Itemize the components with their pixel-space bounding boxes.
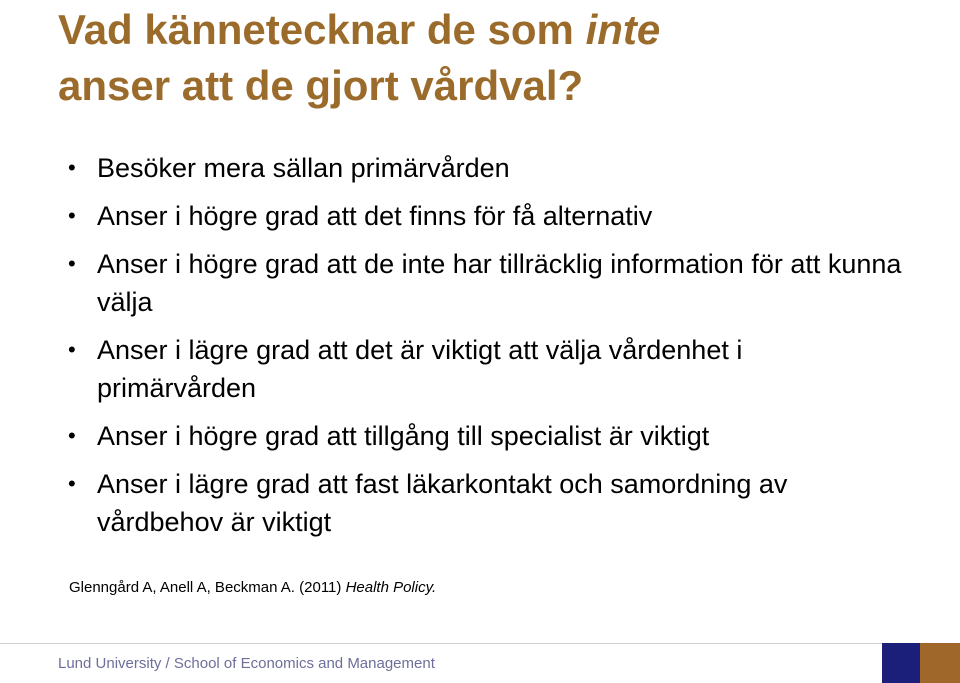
footer-logo-block-brown	[920, 643, 960, 683]
title-line-2: anser att de gjort vårdval?	[58, 62, 584, 109]
bullet-item: • Anser i lägre grad att det är viktigt att välja vårdenhet i primärvården	[68, 331, 908, 407]
footer-text: Lund University / School of Economics and Management	[58, 655, 435, 672]
bullet-item: • Anser i högre grad att det finns för få alternativ	[68, 197, 908, 235]
slide-title	[58, 2, 938, 114]
bullet-item: • Anser i högre grad att tillgång till specialist är viktigt	[68, 417, 908, 455]
title-emphasis: inte	[585, 6, 661, 53]
bullet-item: • Anser i högre grad att de inte har tillräcklig information för att kunna välja	[68, 245, 908, 321]
citation-journal: Health Policy.	[345, 579, 437, 596]
bullet-item: • Besöker mera sällan primärvården	[68, 149, 908, 187]
footer-divider	[0, 643, 960, 644]
citation	[69, 578, 436, 598]
bullet-list	[68, 149, 908, 551]
title-line-1	[58, 2, 938, 58]
bullet-item: • Anser i lägre grad att fast läkarkontakt och samordning av vårdbehov är viktigt	[68, 465, 908, 541]
footer-logo-block-blue	[882, 643, 920, 683]
citation-authors: Glenngård A, Anell A, Beckman A. (2011)	[69, 579, 346, 596]
title-text: Vad kännetecknar de som	[58, 6, 586, 53]
